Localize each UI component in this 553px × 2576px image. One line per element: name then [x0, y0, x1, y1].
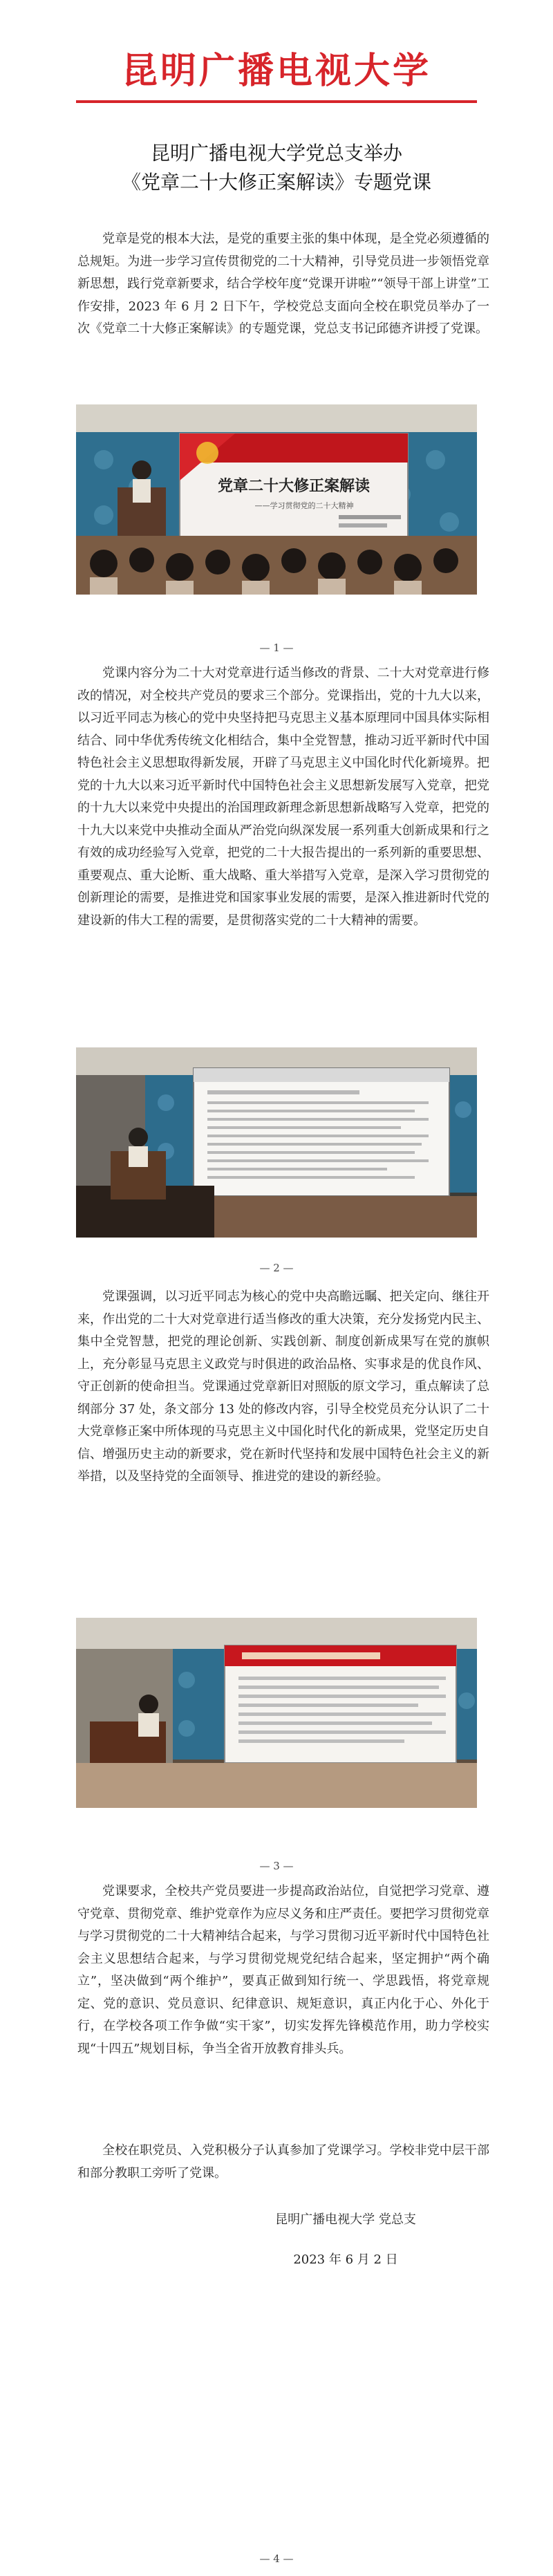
masthead-title: 昆明广播电视大学: [121, 50, 431, 92]
headline-line-2: 《党章二十大修正案解读》专题党课: [121, 171, 431, 194]
section-number-2: — 2 —: [259, 1262, 294, 1274]
paragraph-emphasis: 党课强调，以习近平同志为核心的党中央高瞻远瞩、把关定向、继往开来，作出党的二十大对党章进行适当修改的重大决策，充分发扬党内民主、集中全党智慧，把党的理论创新、实践创新、制度创新成果写在党的旗帜上，充分彰显马克思主义政党与时俱进的政治品格、实事求是的优良作风、守正创新的使命担当。党课通过党章新旧对照版的原文学习，重点解读了总纲部分 37 处，条文部分 13 处的修改内容，引导全校党员充分认识了二十大党章修正案中所体现的马克思主义中国化时代化的新成果，党坚定历史自信、增强历史主动的新要求，党在新时代坚持和发展中国特色社会主义的新举措，以及坚持党的全面领导、推进党的建设的新经验。: [77, 1289, 489, 1484]
slide-title-text: 党章二十大修正案解读: [217, 477, 371, 495]
photo-lecture-podium: [76, 404, 477, 595]
section-number-1: — 1 —: [259, 642, 294, 654]
section-number-3: — 3 —: [259, 1860, 294, 1872]
photo-lecture-screen: [76, 1047, 477, 1238]
paragraph-background: 党课内容分为二十大对党章进行适当修改的背景、二十大对党章进行修改的情况，对全校共产党员的要求三个部分。党课指出，党的十九大以来，以习近平同志为核心的党中央坚持把马克思主义基本原理同中国具体实际相结合、同中华优秀传统文化相结合，集中全党智慧，推动习近平新时代中国特色社会主义思想取得新发展，开辟了马克思主义中国化时代化新境界。把党的十九大以来习近平新时代中国特色社会主义思想新发展写入党章，把党的十九大以来党中央提出的治国理政新理念新思想新战略写入党章，把党的十九大以来党中央推动全面从严治党向纵深发展一系列重大创新成果和行之有效的成功经验写入党章，把党的二十大报告提出的一系列新的重要思想、重要观点、重大论断、重大战略、重大举措写入党章，是深入学习贯彻党的创新理论的需要，是推进党和国家事业发展的需要，是深入推进新时代党的建设新的伟大工程的需要，是贯彻落实党的二十大精神的需要。: [77, 666, 489, 928]
signature-organization: 昆明广播电视大学 党总支: [275, 2212, 416, 2227]
paragraph-intro: 党章是党的根本大法，是党的重要主张的集中体现，是全党必须遵循的总规矩。为进一步学习宣传贯彻党的二十大精神，引导党员进一步领悟党章新思想，践行党章新要求，结合学校年度“党课开讲啦”“领导干部上讲堂”工作安排，2023 年 6 月 2 日下午，学校党总支面向全校在职党员举办了一次《党章二十大修正案解读》的专题党课，党总支书记邱德齐讲授了党课。: [77, 232, 489, 336]
headline-line-1: 昆明广播电视大学党总支举办: [150, 142, 402, 165]
signature-date: 2023 年 6 月 2 日: [293, 2252, 398, 2267]
slide-subtitle-text: ——学习贯彻党的二十大精神: [254, 501, 354, 510]
photo-lecture-slide: [76, 1618, 477, 1808]
masthead: [0, 0, 553, 104]
section-number-4: — 4 —: [259, 2552, 294, 2565]
paragraph-attendance: 全校在职党员、入党积极分子认真参加了党课学习。学校非党中层干部和部分教职工旁听了党课。: [77, 2143, 489, 2181]
masthead-divider: [76, 100, 477, 103]
paragraph-requirements: 党课要求，全校共产党员要进一步提高政治站位，自觉把学习党章、遵守党章、贯彻党章、维护党章作为应尽义务和庄严责任。要把学习贯彻党章与学习贯彻党的二十大精神结合起来，与学习贯彻习近平新时代中国特色社会主义思想结合起来，与学习贯彻党规党纪结合起来，坚定拥护“两个确立”，坚决做到“两个维护”，要真正做到知行统一、学思践悟，将党章规定、党的意识、党员意识、纪律意识、规矩意识，真正内化于心、外化于行，在学校各项工作争做“实干家”，切实发挥先锋模范作用，助力学校实现“十四五”规划目标，争当全省开放教育排头兵。: [77, 1884, 489, 2056]
